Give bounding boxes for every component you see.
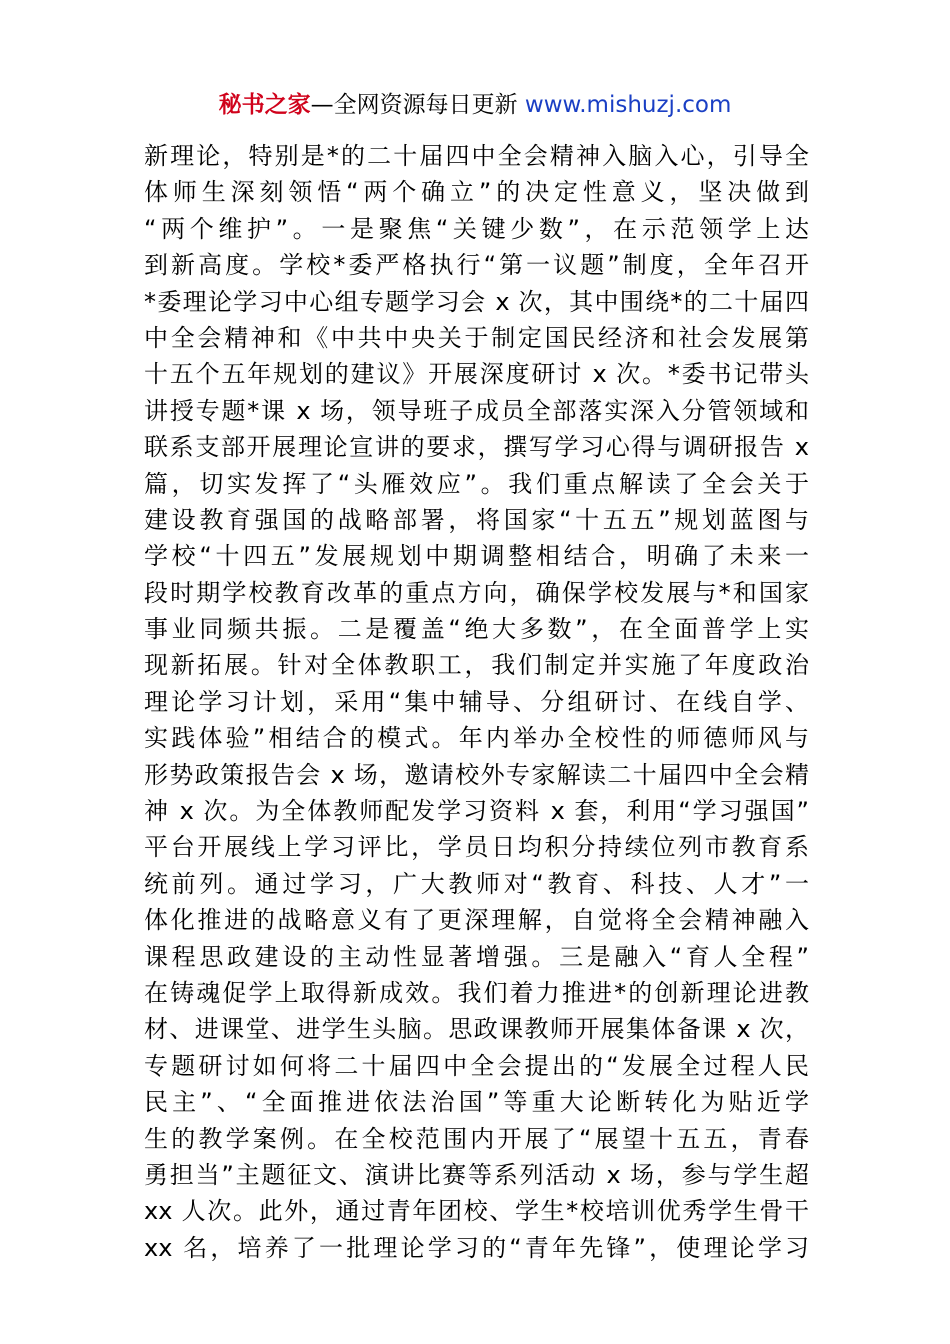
body-line: 段时期学校教育改革的重点方向，确保学校发展与*和国家: [144, 578, 809, 607]
body-line: 到新高度。学校*委严格执行“第一议题”制度，全年召开: [144, 251, 809, 280]
body-line: 实践体验”相结合的模式。年内举办全校性的师德师风与: [144, 724, 809, 753]
body-line: 建设教育强国的战略部署，将国家“十五五”规划蓝图与: [144, 505, 809, 534]
header-brand: 秘书之家: [218, 92, 311, 118]
body-line: 勇担当”主题征文、演讲比赛等系列活动 x 场，参与学生超: [144, 1160, 809, 1189]
body-line: 十五个五年规划的建议》开展深度研讨 x 次。*委书记带头: [144, 360, 809, 389]
body-line: 形势政策报告会 x 场，邀请校外专家解读二十届四中全会精: [144, 760, 809, 789]
document-body: [144, 138, 809, 1266]
body-line: 神 x 次。为全体教师配发学习资料 x 套，利用“学习强国”: [144, 797, 809, 826]
body-line: 专题研讨如何将二十届四中全会提出的“发展全过程人民: [144, 1051, 809, 1080]
body-line: 事业同频共振。二是覆盖“绝大多数”，在全面普学上实: [144, 615, 809, 644]
body-line: 在铸魂促学上取得新成效。我们着力推进*的创新理论进教: [144, 978, 809, 1007]
page-header: [0, 88, 950, 122]
header-tagline: —全网资源每日更新: [310, 92, 525, 118]
body-line: 材、进课堂、进学生头脑。思政课教师开展集体备课 x 次，: [144, 1015, 809, 1044]
body-line: 课程思政建设的主动性显著增强。三是融入“育人全程”: [144, 942, 809, 971]
body-line: 体师生深刻领悟“两个确立”的决定性意义，坚决做到: [144, 178, 809, 207]
body-line: 联系支部开展理论宣讲的要求，撰写学习心得与调研报告 x: [144, 433, 809, 462]
body-line: *委理论学习中心组专题学习会 x 次，其中围绕*的二十届四: [144, 287, 809, 316]
body-line: 民主”、“全面推进依法治国”等重大论断转化为贴近学: [144, 1088, 809, 1117]
body-line: 生的教学案例。在全校范围内开展了“展望十五五，青春: [144, 1124, 809, 1153]
body-line: 平台开展线上学习评比，学员日均积分持续位列市教育系: [144, 833, 809, 862]
body-line: 统前列。通过学习，广大教师对“教育、科技、人才”一: [144, 869, 809, 898]
body-line: xx 名，培养了一批理论学习的“青年先锋”，使理论学习: [144, 1233, 809, 1262]
body-line: 新理论，特别是*的二十届四中全会精神入脑入心，引导全: [144, 142, 809, 170]
body-line: 现新拓展。针对全体教职工，我们制定并实施了年度政治: [144, 651, 809, 680]
body-line: 讲授专题*课 x 场，领导班子成员全部落实深入分管领域和: [144, 396, 809, 425]
body-line: 篇，切实发挥了“头雁效应”。我们重点解读了全会关于: [144, 469, 809, 498]
body-line: xx 人次。此外，通过青年团校、学生*校培训优秀学生骨干: [144, 1197, 809, 1226]
body-line: “两个维护”。一是聚焦“关键少数”，在示范领学上达: [144, 214, 809, 243]
body-line: 学校“十四五”发展规划中期调整相结合，明确了未来一: [144, 542, 809, 571]
body-line: 理论学习计划，采用“集中辅导、分组研讨、在线自学、: [144, 687, 809, 716]
header-site-link[interactable]: www.mishuzj.com: [524, 92, 732, 118]
body-line: 体化推进的战略意义有了更深理解，自觉将全会精神融入: [144, 906, 809, 935]
body-line: 中全会精神和《中共中央关于制定国民经济和社会发展第: [144, 323, 809, 352]
